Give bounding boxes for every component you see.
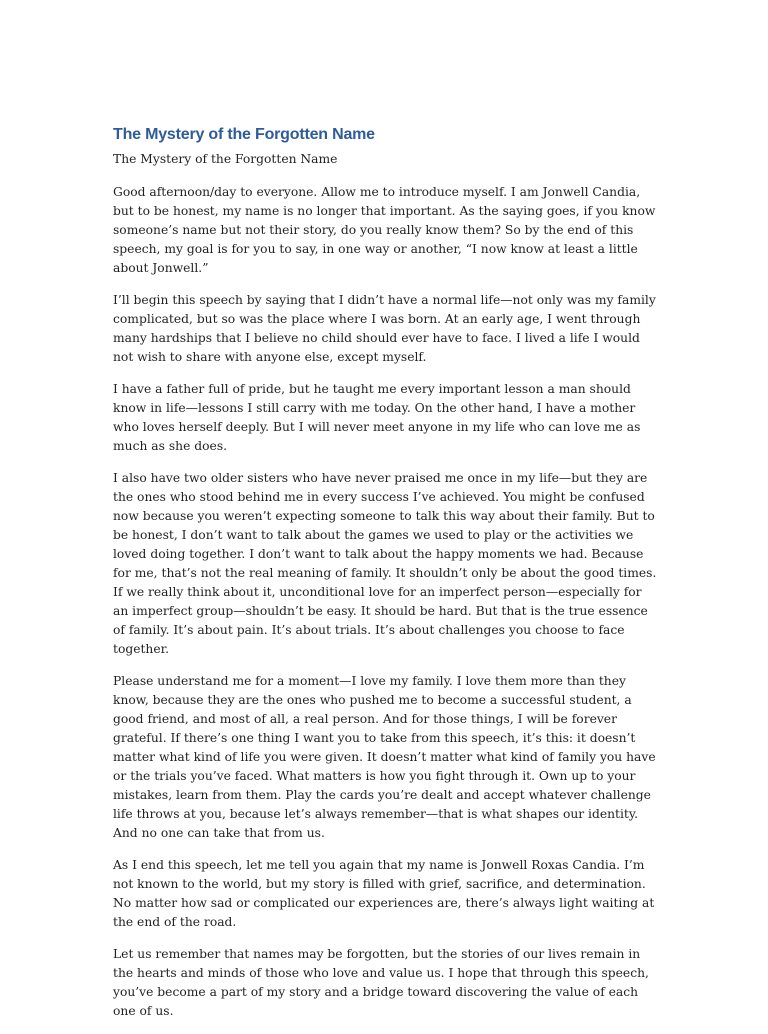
paragraph-4: I also have two older sisters who have never praised me once in my life—but they are the ones who stood behind me in every success I’ve achieved. You might be confused now because you weren’t expecting someone to talk this way about their family. But to be honest, I don’t want to talk about the games we used to play or the activities we loved doing together. I don’t want to talk about the happy moments we had. Because for me, that’s not the real meaning of family. It shouldn’t only be about the good times. If we really think about it, unconditional love for an imperfect person—especially for an imperfect group—shouldn’t be easy. It should be hard. But that is the true essence of family. It’s about pain. It’s about trials. It’s about challenges you choose to face together.	[113, 471, 657, 656]
document-subtitle: The Mystery of the Forgotten Name	[113, 152, 338, 166]
paragraph-7: Let us remember that names may be forgotten, but the stories of our lives remain in the hearts and minds of those who love and value us. I hope that through this speech, you’ve become a part of my story and a bridge toward discovering the value of each one of us.	[113, 947, 649, 1018]
paragraph-5: Please understand me for a moment—I love my family. I love them more than they know, because they are the ones who pushed me to become a successful student, a good friend, and most of all, a real person. And for those things, I will be forever grateful. If there’s one thing I want you to take from this speech, it’s this: it doesn’t matter what kind of life you were given. It doesn’t matter what kind of family you have or the trials you’ve faced. What matters is how you fight through it. Own up to your mistakes, learn from them. Play the cards you’re dealt and accept whatever challenge life throws at you, because let’s always remember—that is what shapes our identity. And no one can take that from us.	[113, 674, 656, 840]
document-title: The Mystery of the Forgotten Name	[113, 126, 375, 143]
paragraph-2: I’ll begin this speech by saying that I didn’t have a normal life—not only was my family complicated, but so was the place where I was born. At an early age, I went through many hardships that I believe no child should ever have to face. I lived a life I would not wish to share with anyone else, except myself.	[113, 293, 656, 364]
paragraph-6: As I end this speech, let me tell you again that my name is Jonwell Roxas Candia. I’m not known to the world, but my story is filled with grief, sacrifice, and determination. No matter how sad or complicated our experiences are, there’s always light waiting at the end of the road.	[113, 858, 655, 929]
paragraph-3: I have a father full of pride, but he taught me every important lesson a man should know in life—lessons I still carry with me today. On the other hand, I have a mother who loves herself deeply. But I will never meet anyone in my life who can love me as much as she does.	[113, 382, 641, 453]
document-body	[113, 124, 658, 1034]
paragraph-1: Good afternoon/day to everyone. Allow me to introduce myself. I am Jonwell Candia, but to be honest, my name is no longer that important. As the saying goes, if you know someone’s name but not their story, do you really know them? So by the end of this speech, my goal is for you to say, in one way or another, “I now know at least a little about Jonwell.”	[113, 185, 656, 275]
